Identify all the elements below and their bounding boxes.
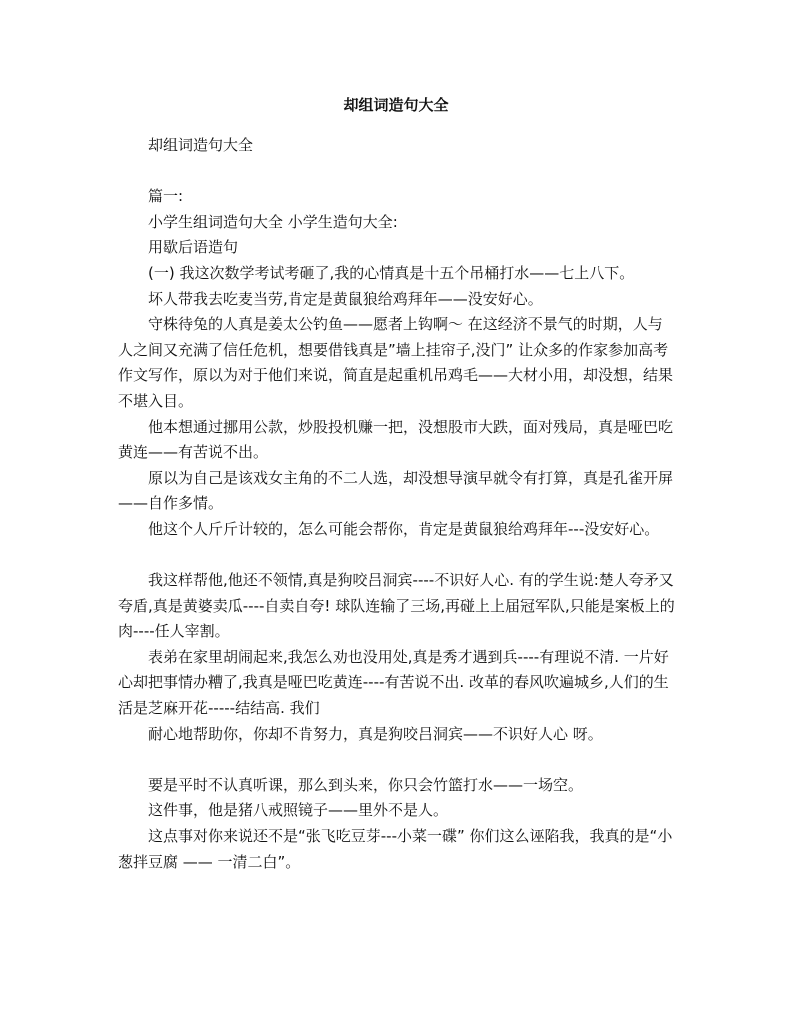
paragraph: 要是平时不认真听课，那么到头来，你只会竹篮打水——一场空。 [148, 775, 584, 794]
paragraph: 坏人带我去吃麦当劳,肯定是黄鼠狼给鸡拜年——没安好心。 [148, 289, 543, 308]
paragraph: 这件事，他是猪八戒照镜子——里外不是人。 [148, 801, 449, 820]
document-title: 却组词造句大全 [343, 96, 449, 114]
paragraph: (一) 我这次数学考试考砸了,我的心情真是十五个吊桶打水——七上八下。 [148, 263, 635, 282]
paragraph: 他这个人斤斤计较的，怎么可能会帮你，肯定是黄鼠狼给鸡拜年---没安好心。 [148, 519, 660, 538]
paragraph: 却组词造句大全 [148, 136, 254, 154]
document-body [118, 133, 676, 875]
paragraph: 小学生组词造句大全 小学生造句大全: [148, 212, 398, 231]
paragraph: 这点事对你来说还不是“张飞吃豆芽---小菜一碟” 你们这么诬陷我，我真的是“小葱拌豆腐 —— 一清二白”。 [118, 827, 673, 871]
blank-line [118, 543, 676, 569]
paragraph: 耐心地帮助你，你却不肯努力，真是狗咬吕洞宾——不识好人心 呀。 [148, 724, 603, 743]
paragraph: 用歇后语造句 [148, 238, 239, 257]
paragraph: 篇一: [148, 187, 184, 206]
paragraph: 原以为自己是该戏女主角的不二人选，却没想导演早就令有打算，真是孔雀开屏——自作多情。 [118, 468, 674, 513]
blank-line [118, 159, 676, 185]
paragraph: 守株待兔的人真是姜太公钓鱼——愿者上钩啊～ 在这经济不景气的时期，人与人之间又充满了信任危机，想要借钱真是”墙上挂帘子,没门” 让众多的作家参加高考作文写作，原以为对于他们来说，简直是起重机吊鸡毛——大材小用，却没想，结果不堪入目。 [118, 315, 674, 410]
paragraph: 他本想通过挪用公款，炒股投机赚一把，没想股市大跌，面对残局，真是哑巴吃黄连——有苦说不出。 [118, 417, 674, 462]
paragraph: 表弟在家里胡闹起来,我怎么劝也没用处,真是秀才遇到兵----有理说不清. 一片好心却把事情办糟了,我真是哑巴吃黄连----有苦说不出. 改革的春风吹遍城乡,人们的生活是芝麻开花-----结结高. 我们 [118, 647, 669, 718]
blank-line [118, 747, 676, 773]
paragraph: 我这样帮他,他还不领情,真是狗咬吕洞宾----不识好人心. 有的学生说:楚人夸矛又夸盾,真是黄婆卖瓜----自卖自夸! 球队连输了三场,再碰上上届冠军队,只能是案板上的肉----任人宰割。 [118, 571, 675, 641]
